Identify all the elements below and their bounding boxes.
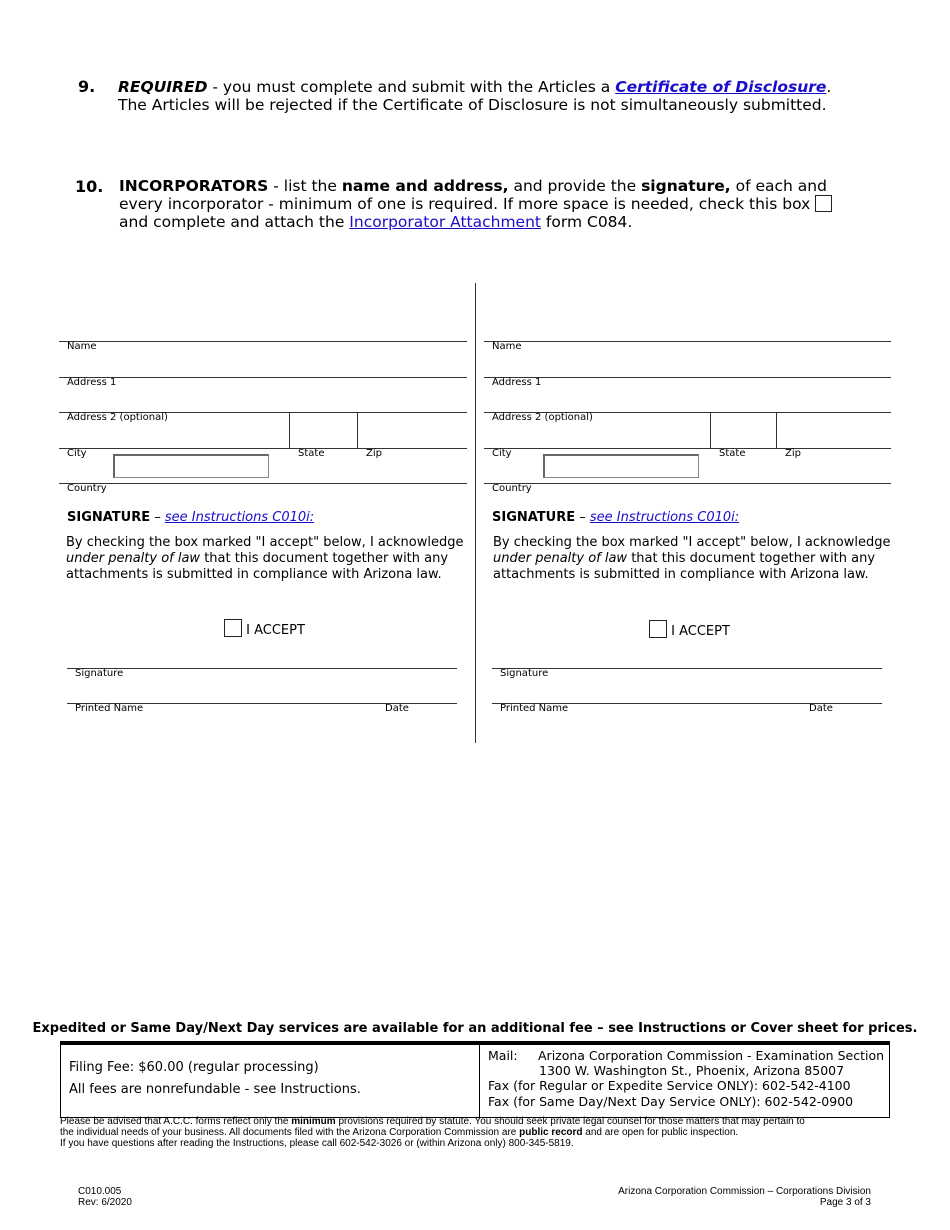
country-field-line[interactable] xyxy=(59,483,467,484)
ack-line-2: that this document together with any xyxy=(627,551,876,566)
state-label: State xyxy=(298,448,325,459)
item-9-text-a: - you must complete and submit with the Articles a xyxy=(207,78,616,96)
incorporators-heading: INCORPORATORS xyxy=(119,177,269,195)
accept-checkbox[interactable] xyxy=(224,619,242,637)
more-space-checkbox[interactable] xyxy=(815,195,832,212)
item-9-text xyxy=(118,78,898,114)
mail-line-2: 1300 W. Washington St., Phoenix, Arizona 85007 xyxy=(539,1063,845,1078)
signature-heading xyxy=(67,510,314,525)
page-number: Page 3 of 3 xyxy=(819,1197,871,1208)
accept-label: I ACCEPT xyxy=(671,624,730,639)
zip-label: Zip xyxy=(785,448,801,459)
name-field-line[interactable] xyxy=(484,341,891,342)
state-divider xyxy=(289,412,290,448)
nonrefundable-note: All fees are nonrefundable - see Instructions. xyxy=(69,1082,361,1097)
zip-label: Zip xyxy=(366,448,382,459)
address2-label: Address 2 (optional) xyxy=(67,412,168,423)
ack-penalty: under penalty of law xyxy=(66,551,201,566)
item-10-t1: - list the xyxy=(268,177,342,195)
required-label: REQUIRED xyxy=(118,78,208,96)
city-input-box[interactable] xyxy=(543,454,699,478)
address1-field-line[interactable] xyxy=(484,377,891,378)
address1-field-line[interactable] xyxy=(59,377,467,378)
mail-line-1: Arizona Corporation Commission - Examination Section xyxy=(538,1048,885,1063)
form-code: C010.005 xyxy=(78,1186,122,1197)
signature-heading-label: SIGNATURE xyxy=(492,510,576,525)
item-10-line-3b: form C084. xyxy=(541,213,633,231)
column-divider xyxy=(475,283,476,743)
signature-heading xyxy=(492,510,739,525)
expedite-notice: Expedited or Same Day/Next Day services are available for an additional fee – see Instructions or Cover sheet for prices. xyxy=(32,1021,918,1036)
filing-fee: Filing Fee: $60.00 (regular processing) xyxy=(69,1060,319,1075)
form-revision: Rev: 6/2020 xyxy=(78,1197,132,1208)
item-10-number: 10. xyxy=(75,177,104,196)
printed-name-label: Printed Name xyxy=(75,703,144,714)
name-label: Name xyxy=(492,341,522,352)
address2-label: Address 2 (optional) xyxy=(492,412,593,423)
country-label: Country xyxy=(67,483,107,494)
item-9-line-2: The Articles will be rejected if the Certificate of Disclosure is not simultaneously submitted. xyxy=(118,96,827,114)
printed-name-label: Printed Name xyxy=(500,703,569,714)
city-field-line[interactable] xyxy=(59,448,467,449)
disclaimer-1b: minimum xyxy=(291,1116,336,1127)
name-label: Name xyxy=(67,341,97,352)
ack-line-1: By checking the box marked "I accept" below, I acknowledge xyxy=(493,535,891,550)
country-field-line[interactable] xyxy=(484,483,891,484)
signature-label: Signature xyxy=(500,668,549,679)
accept-row xyxy=(649,620,730,639)
signature-line[interactable] xyxy=(67,668,457,669)
fees-right-cell xyxy=(480,1045,889,1117)
city-label: City xyxy=(67,448,87,459)
item-9-text-b: . xyxy=(826,78,832,96)
fees-table xyxy=(60,1041,890,1118)
zip-divider xyxy=(357,412,358,448)
item-10-line-3a: and complete and attach the xyxy=(119,213,350,231)
disclaimer-2c: and are open for public inspection. xyxy=(582,1127,739,1138)
agency-name: Arizona Corporation Commission – Corporations Division xyxy=(618,1186,871,1197)
city-input-box[interactable] xyxy=(113,454,269,478)
signature-heading-label: SIGNATURE xyxy=(67,510,151,525)
item-10-b2: signature, xyxy=(641,177,731,195)
state-label: State xyxy=(719,448,746,459)
item-9-number: 9. xyxy=(78,77,96,96)
item-10-text xyxy=(119,177,909,231)
incorporator-attachment-link[interactable]: Incorporator Attachment xyxy=(349,213,541,231)
certificate-of-disclosure-link[interactable]: Certificate of Disclosure xyxy=(615,78,827,96)
item-10-line-2: every incorporator - minimum of one is required. If more space is needed, check this box xyxy=(119,195,811,213)
instructions-link[interactable]: see Instructions C010i: xyxy=(589,510,740,525)
zip-divider xyxy=(776,412,777,448)
accept-label: I ACCEPT xyxy=(246,623,305,638)
acknowledgement-text xyxy=(66,535,466,583)
date-label: Date xyxy=(809,703,833,714)
signature-dash: – xyxy=(575,510,590,525)
disclaimer xyxy=(60,1116,910,1149)
accept-checkbox[interactable] xyxy=(649,620,667,638)
signature-line[interactable] xyxy=(492,668,882,669)
signature-dash: – xyxy=(150,510,165,525)
country-label: Country xyxy=(492,483,532,494)
name-field-line[interactable] xyxy=(59,341,467,342)
signature-label: Signature xyxy=(75,668,124,679)
footer-right xyxy=(618,1186,871,1208)
mail-label: Mail: xyxy=(488,1048,518,1063)
fax-regular: Fax (for Regular or Expedite Service ONLY): 602-542-4100 xyxy=(488,1078,851,1093)
accept-row xyxy=(224,619,305,638)
ack-line-3: attachments is submitted in compliance with Arizona law. xyxy=(66,567,442,582)
acknowledgement-text xyxy=(493,535,893,583)
address1-label: Address 1 xyxy=(492,377,542,388)
disclaimer-1a: Please be advised that A.C.C. forms reflect only the xyxy=(60,1116,292,1127)
city-label: City xyxy=(492,448,512,459)
city-field-line[interactable] xyxy=(484,448,891,449)
address1-label: Address 1 xyxy=(67,377,117,388)
ack-line-1: By checking the box marked "I accept" below, I acknowledge xyxy=(66,535,464,550)
disclaimer-2b: public record xyxy=(519,1127,583,1138)
instructions-link[interactable]: see Instructions C010i: xyxy=(164,510,315,525)
item-10-b1: name and address, xyxy=(341,177,509,195)
state-divider xyxy=(710,412,711,448)
ack-line-2: that this document together with any xyxy=(200,551,449,566)
disclaimer-2a: the individual needs of your business. All documents filed with the Arizona Corporation Commission are xyxy=(60,1127,520,1138)
fax-same-day: Fax (for Same Day/Next Day Service ONLY): 602-542-0900 xyxy=(488,1094,854,1109)
date-label: Date xyxy=(385,703,409,714)
footer-left xyxy=(78,1186,132,1208)
disclaimer-3: If you have questions after reading the Instructions, please call 602-542-3026 or (within Arizona only) 800-345-5819. xyxy=(60,1138,574,1149)
fees-left-cell xyxy=(61,1045,480,1117)
item-10-t3: of each and xyxy=(730,177,827,195)
ack-line-3: attachments is submitted in compliance with Arizona law. xyxy=(493,567,869,582)
item-10-t2: and provide the xyxy=(508,177,642,195)
ack-penalty: under penalty of law xyxy=(493,551,628,566)
disclaimer-1c: provisions required by statute. You should seek private legal counsel for those matters that may pertain to xyxy=(335,1116,805,1127)
